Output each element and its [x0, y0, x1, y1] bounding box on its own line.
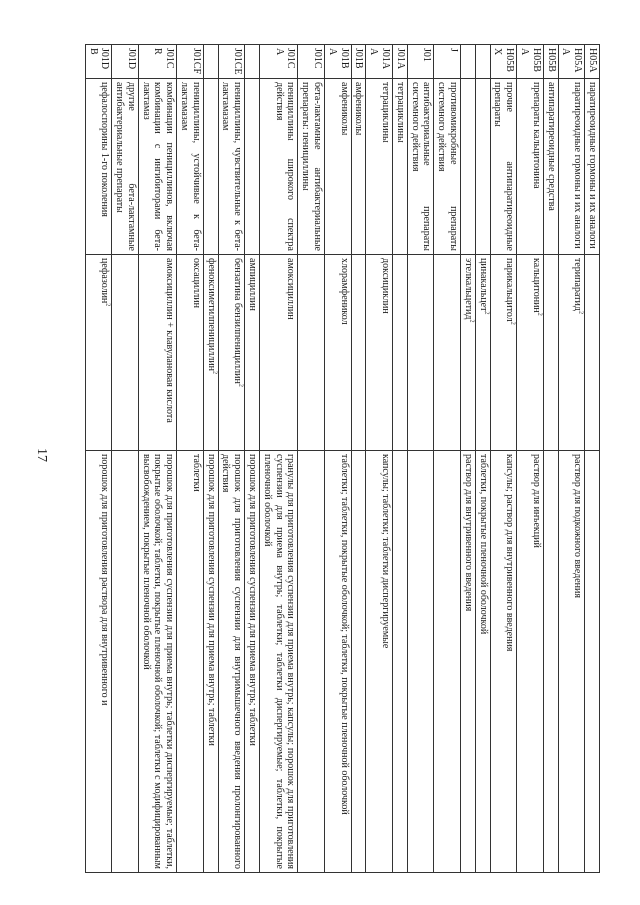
atc-code-text: J01CR: [152, 48, 176, 69]
table-row: [112, 45, 139, 873]
group-name-text: прочие антипаратиреоидные препараты: [492, 82, 516, 251]
atc-code-cell: [245, 45, 260, 79]
dosage-form-text: раствор для инъекций: [530, 454, 542, 548]
table-row: [558, 45, 585, 873]
atc-code-cell: [517, 45, 544, 79]
atc-code-cell: [585, 45, 600, 79]
group-name-text: тетрациклины: [380, 82, 392, 143]
dosage-form-text: порошок для приготовления суспензии для приема внутрь; таблетки: [247, 454, 259, 746]
drug-list-table: [85, 44, 600, 873]
footnote-mark: 2: [536, 312, 543, 316]
footnote-mark: 2: [482, 311, 489, 315]
drug-name-cell: [558, 255, 585, 451]
dosage-form-cell: [490, 451, 517, 873]
atc-code-cell: [407, 45, 434, 79]
atc-code-cell: [260, 45, 298, 79]
dosage-form-cell: [393, 451, 408, 873]
dosage-form-text: порошок для приготовления суспензии для приема внутрь; таблетки: [205, 454, 217, 746]
atc-code-text: J01BA: [326, 48, 350, 69]
atc-code-text: J01C: [312, 48, 324, 69]
footnote-mark: 2: [577, 310, 584, 314]
group-name-text: пенициллины широкого спектра действия: [273, 82, 297, 251]
group-name-text: бета-лактамные антибактериальные препараты: пенициллины: [300, 82, 324, 251]
atc-code-cell: [351, 45, 366, 79]
group-name-cell: [517, 79, 544, 255]
drug-name-text: хлорамфеникол: [338, 258, 350, 325]
group-name-text: тетрациклины: [394, 82, 406, 143]
dosage-form-cell: [245, 451, 260, 873]
footnote-mark: 2: [468, 319, 475, 323]
drug-name-text: кальцитонин: [530, 258, 542, 313]
dosage-form-cell: [366, 451, 393, 873]
dosage-form-cell: [138, 451, 176, 873]
table-row: [298, 45, 325, 873]
footnote-mark: 2: [509, 321, 516, 325]
atc-code-cell: [85, 45, 112, 79]
atc-code-cell: [475, 45, 490, 79]
atc-code-text: J01CE: [232, 48, 244, 75]
group-name-text: препараты кальцитонина: [530, 82, 542, 189]
drug-name-cell: [177, 255, 204, 451]
dosage-form-text: капсулы; раствор для внутривенного введения: [504, 454, 516, 652]
drug-name-cell: [325, 255, 352, 451]
group-name-text: противомикробные препараты системного действия: [436, 82, 460, 251]
dosage-form-cell: [434, 451, 461, 873]
dosage-form-cell: [85, 451, 112, 873]
dosage-form-text: порошок для приготовления суспензии для приема внутрь; таблетки диспергируемые; таблетки, покрытые оболочкой; таблетки, покрытые пленочной оболочкой; таблетки с модифицированным высвобождением, покрытые пленочной оболочкой: [140, 454, 176, 869]
dosage-form-cell: [203, 451, 218, 873]
atc-code-cell: [490, 45, 517, 79]
group-name-text: другие бета-лактамные антибактериальные препараты: [114, 82, 137, 251]
drug-name-text: амоксициллин + клавулановая кислота: [164, 258, 176, 423]
table-row: [260, 45, 298, 873]
group-name-text: пенициллины, устойчивые к бета-лактамазам: [179, 82, 202, 251]
dosage-form-cell: [351, 451, 366, 873]
footnote-mark: 2: [104, 303, 111, 307]
table-row: [203, 45, 218, 873]
atc-code-cell: [434, 45, 461, 79]
drug-name-cell: [407, 255, 434, 451]
drug-name-text: парикальцитол: [504, 258, 516, 322]
dosage-form-cell: [177, 451, 204, 873]
group-name-cell: [112, 79, 139, 255]
group-name-text: паратиреоидные гормоны и их аналоги: [587, 82, 598, 249]
dosage-form-cell: [475, 451, 490, 873]
table-row: [543, 45, 558, 873]
dosage-form-cell: [558, 451, 585, 873]
atc-code-text: J01A: [394, 48, 406, 70]
drug-name-text: доксициклин: [380, 258, 392, 314]
table-row: [434, 45, 461, 873]
footnote-mark: 2: [237, 383, 244, 387]
atc-code-cell: [543, 45, 558, 79]
drug-name-cell: [203, 255, 218, 451]
group-name-cell: [325, 79, 352, 255]
dosage-form-text: раствор для подкожного введения: [572, 454, 584, 598]
table-row: [245, 45, 260, 873]
rotated-page: [85, 44, 600, 872]
dosage-form-text: таблетки, покрытые пленочной оболочкой: [477, 454, 489, 635]
table-row: [138, 45, 176, 873]
group-name-cell: [260, 79, 298, 255]
group-name-text: антибактериальные препараты системного действия: [409, 82, 433, 251]
table-row: [517, 45, 544, 873]
atc-code-cell: [138, 45, 176, 79]
group-name-cell: [543, 79, 558, 255]
group-name-cell: [461, 79, 476, 255]
drug-name-cell: [245, 255, 260, 451]
drug-name-cell: [138, 255, 176, 451]
atc-code-cell: [218, 45, 245, 79]
dosage-form-cell: [543, 451, 558, 873]
group-name-cell: [407, 79, 434, 255]
group-name-text: цефалоспорины 1-го поколения: [99, 82, 111, 217]
page-number: 17: [34, 448, 49, 462]
drug-name-text: цефазолин: [99, 258, 111, 304]
drug-name-cell: [351, 255, 366, 451]
footnote-mark: 2: [211, 371, 218, 375]
drug-name-text: цинакальцет: [477, 258, 489, 312]
drug-name-cell: [517, 255, 544, 451]
atc-code-text: H05B: [545, 48, 557, 72]
table-row: [351, 45, 366, 873]
atc-code-cell: [177, 45, 204, 79]
drug-name-cell: [366, 255, 393, 451]
group-name-cell: [218, 79, 245, 255]
table-row: [407, 45, 434, 873]
atc-code-text: J01CA: [273, 48, 297, 69]
drug-name-cell: [434, 255, 461, 451]
table-row: [585, 45, 600, 873]
atc-code-cell: [461, 45, 476, 79]
table-body: [85, 45, 599, 873]
dosage-form-cell: [112, 451, 139, 873]
drug-name-cell: [85, 255, 112, 451]
dosage-form-text: таблетки: [190, 454, 202, 492]
atc-code-text: H05BA: [519, 48, 542, 72]
dosage-form-cell: [260, 451, 298, 873]
table-row: [366, 45, 393, 873]
table-row: [85, 45, 112, 873]
dosage-form-text: раствор для внутривенного введения: [462, 454, 474, 612]
group-name-text: амфениколы: [338, 82, 350, 136]
drug-name-cell: [393, 255, 408, 451]
table-row: [177, 45, 204, 873]
drug-name-cell: [490, 255, 517, 451]
group-name-cell: [366, 79, 393, 255]
dosage-form-text: порошок для приготовления раствора для внутривенного и: [99, 454, 111, 706]
atc-code-cell: [558, 45, 585, 79]
drug-name-cell: [260, 255, 298, 451]
atc-code-text: J01B: [353, 48, 365, 69]
drug-name-text: феноксиметилпенициллин: [205, 258, 217, 372]
drug-name-text: амоксициллин: [285, 258, 297, 320]
group-name-cell: [85, 79, 112, 255]
dosage-form-cell: [517, 451, 544, 873]
table-row: [393, 45, 408, 873]
dosage-form-text: таблетки; таблетки, покрытые оболочкой; таблетки, покрытые пленочной оболочкой: [338, 454, 350, 815]
group-name-cell: [558, 79, 585, 255]
atc-code-cell: [393, 45, 408, 79]
group-name-cell: [475, 79, 490, 255]
atc-code-text: J01DB: [87, 48, 111, 70]
drug-name-text: этелкальцетид: [462, 258, 474, 320]
drug-name-cell: [112, 255, 139, 451]
group-name-cell: [138, 79, 176, 255]
group-name-cell: [298, 79, 325, 255]
atc-code-cell: [203, 45, 218, 79]
atc-code-text: J01AA: [368, 48, 392, 70]
dosage-form-cell: [407, 451, 434, 873]
group-name-cell: [434, 79, 461, 255]
group-name-text: амфениколы: [353, 82, 365, 136]
dosage-form-cell: [298, 451, 325, 873]
dosage-form-text: гранулы для приготовления суспензии для приема внутрь; капсулы; порошок для приготовления суспензии для приема внутрь; таблетки; таблетки диспергируемые; таблетки, покрытые пленочной оболочкой: [261, 454, 297, 869]
drug-name-text: оксациллин: [190, 258, 202, 308]
drug-name-cell: [543, 255, 558, 451]
group-name-cell: [203, 79, 218, 255]
atc-code-cell: [366, 45, 393, 79]
table-row: [325, 45, 352, 873]
drug-name-cell: [218, 255, 245, 451]
atc-code-cell: [325, 45, 352, 79]
group-name-text: пенициллины, чувствительные к бета-лактамазам: [220, 82, 244, 251]
drug-name-text: ампициллин: [247, 258, 259, 311]
drug-name-cell: [461, 255, 476, 451]
group-name-text: антипаратиреоидные средства: [545, 82, 557, 211]
drug-name-text: бензатина бензилпенициллин: [232, 258, 244, 384]
atc-code-text: H05A: [587, 48, 598, 73]
drug-name-cell: [298, 255, 325, 451]
atc-code-text: J01CF: [190, 48, 202, 75]
group-name-cell: [490, 79, 517, 255]
dosage-form-text: порошок для приготовления суспензии для внутримышечного введения пролонгированного действия: [220, 454, 244, 869]
drug-name-cell: [585, 255, 600, 451]
dosage-form-cell: [585, 451, 600, 873]
group-name-text: комбинации пенициллинов, включая комбинации с ингибиторами бета-лактамаз: [140, 82, 176, 251]
dosage-form-cell: [461, 451, 476, 873]
atc-code-cell: [112, 45, 139, 79]
group-name-cell: [177, 79, 204, 255]
dosage-form-cell: [325, 451, 352, 873]
atc-code-text: J: [448, 48, 460, 52]
atc-code-text: J01D: [125, 48, 137, 70]
table-row: [475, 45, 490, 873]
table-row: [490, 45, 517, 873]
table-row: [461, 45, 476, 873]
group-name-cell: [245, 79, 260, 255]
group-name-cell: [393, 79, 408, 255]
drug-name-cell: [475, 255, 490, 451]
atc-code-text: H05AA: [560, 48, 584, 73]
group-name-text: паратиреоидные гормоны и их аналоги: [572, 82, 584, 249]
drug-name-text: терипаратид: [572, 258, 584, 311]
group-name-cell: [585, 79, 600, 255]
table-row: [218, 45, 245, 873]
atc-code-cell: [298, 45, 325, 79]
dosage-form-text: капсулы; таблетки; таблетки диспергируемые: [380, 454, 392, 649]
dosage-form-cell: [218, 451, 245, 873]
atc-code-text: J01: [421, 48, 433, 62]
group-name-cell: [351, 79, 366, 255]
atc-code-text: H05BX: [492, 48, 516, 72]
